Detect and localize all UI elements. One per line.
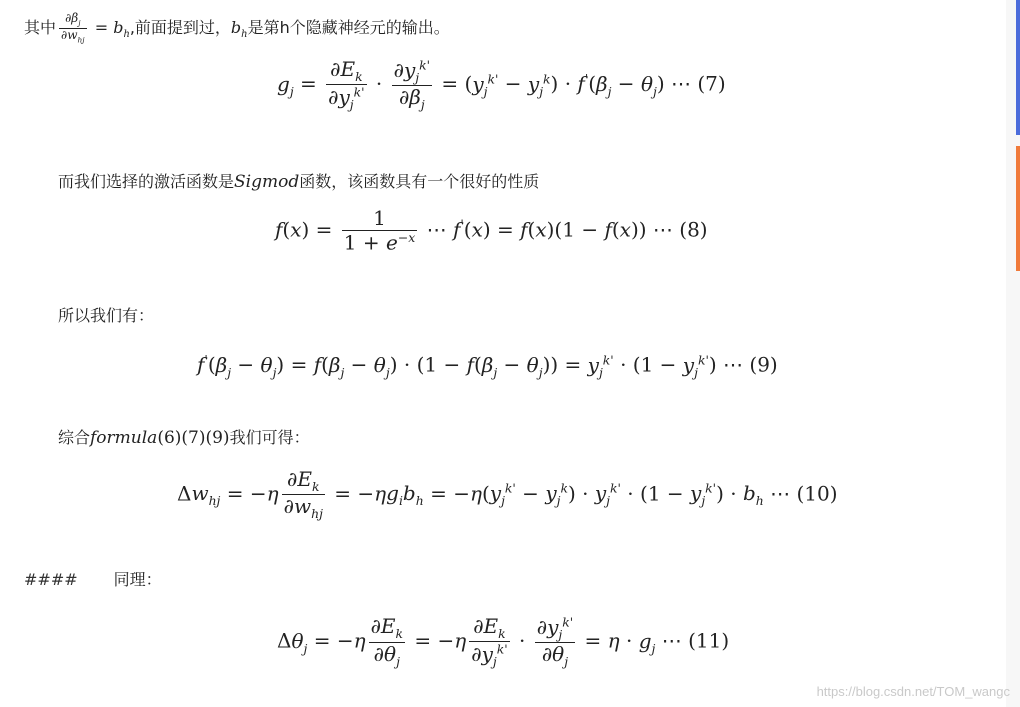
combine-paragraph: 综合formula(6)(7)(9)我们可得： [58,428,310,448]
equation-10: $\Delta w_{hj} = -\eta$ $\frac{\partial E_k}{\partial w_{hj}}$ = $-\eta g_ib_h = -\eta(y_j^{k'} - y_j^k) \cdot y_j^{k'} \cdot (1 - y_j^{k'}) \cdot b_h$ ⋯ (10) [177,467,838,522]
intro-suffix: 是第h个隐藏神经元的输出。 [247,17,450,37]
so-we-have: 所以我们有： [58,306,155,325]
intro-line: 其中 $\frac{\partial\beta_j}{\partial w_{hj}}$ = $b_h$,前面提到过，$b_h$是第h个隐藏神经元的输出。 [24,11,450,45]
eq10-label: (10) [796,481,838,506]
scrollbar-thumb[interactable] [1016,0,1020,135]
eq11-label: (11) [688,628,730,653]
heading-line [24,570,162,590]
sigmoid-paragraph: 而我们选择的激活函数是Sigmod函数，该函数具有一个很好的性质 [58,172,540,192]
heading-text: 同理： [113,570,162,589]
equation-8: f(x) = $\frac{1}{1 + e^{-x}}$ ⋯ f'(x) = f(x)(1 − f(x)) ⋯ (8) [275,206,708,255]
intro-prefix: 其中 [24,17,57,37]
eq8-label: (8) [679,217,708,242]
equation-11: $\Delta\theta_j = -\eta$ $\frac{\partial E_k}{\partial\theta_j}$ = −η $\frac{\partial E_k}{\partial y_j^{k'}}$ · $\frac{\partial y_j^{k'}}{\partial\theta_j}$ = $\eta \cdot g_j$ ⋯ (11) [277,614,730,669]
watermark: https://blog.csdn.net/TOM_wangc [816,684,1010,699]
intro-math: $\frac{\partial\beta_j}{\partial w_{hj}}$ = $b_h$ [61,11,130,45]
heading-hashes: #### [24,570,78,589]
intro-mid: ,前面提到过， [129,17,231,37]
equation-9: $f'(\beta_j - \theta_j) = f(\beta_j - \theta_j) \cdot (1 - f(\beta_j - \theta_j)) = y_j^{k'} \cdot (1 - y_j^{k'})$ ⋯ (9) [197,352,778,380]
scrollbar-marker [1016,146,1020,271]
eq9-label: (9) [749,352,778,377]
equation-7: $g_j$ = $\frac{\partial E_k}{\partial y_j^{k'}}$ · $\frac{\partial y_j^{k'}}{\partial\beta_j}$ = $(y_j^{k'} - y_j^k) \cdot f'(\beta_j - \theta_j)$ ⋯ (7) [277,57,726,112]
eq7-label: (7) [697,71,726,96]
